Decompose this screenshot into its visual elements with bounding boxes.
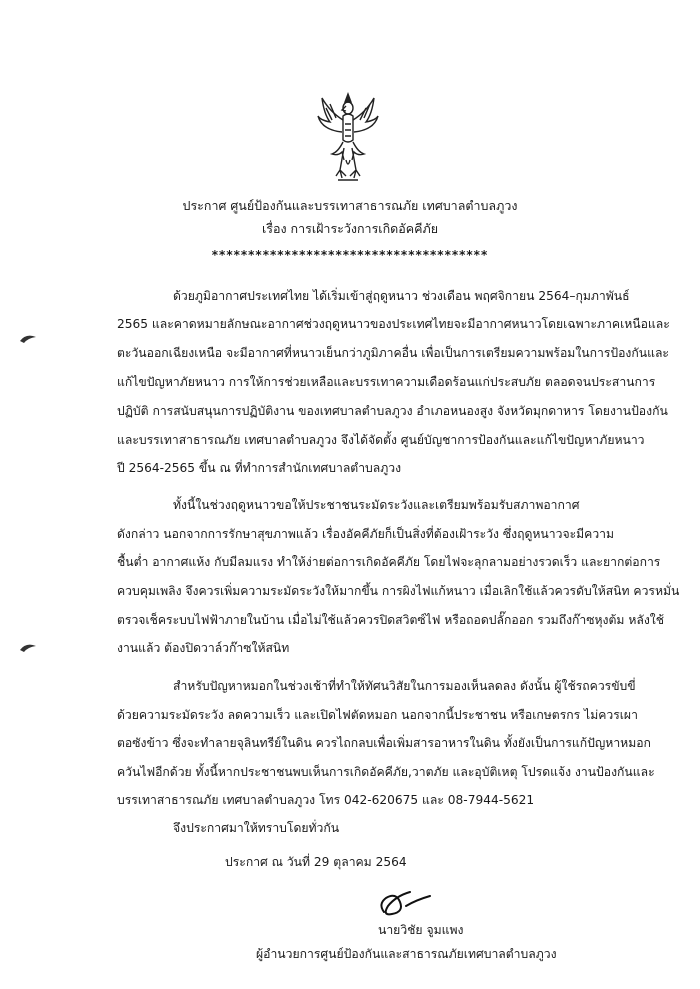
- paragraph-2-line: ดังกล่าว นอกจากการรักษาสุขภาพแล้ว เรื่องอัคคีภัยก็เป็นสิ่งที่ต้องเฝ้าระวัง ซึ่งฤดูหนาวจะมีความ: [117, 527, 615, 541]
- paragraph-3-line: บรรเทาสาธารณภัย เทศบาลตำบลภูวง โทร 042-620675 และ 08-7944-5621: [117, 793, 535, 807]
- separator-stars: **************************************: [211, 248, 489, 262]
- paragraph-2-line: งานแล้ว ต้องปิดวาล์วก๊าซให้สนิท: [117, 641, 290, 655]
- paragraph-3-line: ด้วยความระมัดระวัง ลดความเร็ว และเปิดไฟตัดหมอก นอกจากนี้ประชาชน หรือเกษตรกร ไม่ควรเผา: [117, 708, 638, 722]
- paragraph-2-line: ตรวจเช็คระบบไฟฟ้าภายในบ้าน เมื่อไม่ใช้แล้วควรปิดสวิตซ์ไฟ หรือถอดปลั๊กออก รวมถึงก๊าซหุงต้ม หลังใช้: [117, 613, 665, 627]
- paragraph-2-line: ควบคุมเพลิง จึงควรเพิ่มความระมัดระวังให้มากขึ้น การผิงไฟแก้หนาว เมื่อเลิกใช้แล้วควรดับให้สนิท ควรหมั่น: [117, 584, 680, 598]
- garuda-emblem: [316, 90, 380, 186]
- paragraph-1-line: 2565 และคาดหมายลักษณะอากาศช่วงฤดูหนาวของประเทศไทยจะมีอากาศหนาวโดยเฉพาะภาคเหนือและ: [117, 317, 670, 331]
- handwritten-signature: [370, 882, 440, 922]
- closing-text: จึงประกาศมาให้ทราบโดยทั่วกัน: [173, 821, 340, 835]
- paragraph-3-line: สำหรับปัญหาหมอกในช่วงเช้าที่ทำให้ทัศนวิสัยในการมองเห็นลดลง ดังนั้น ผู้ใช้รถควรขับขี่: [173, 679, 636, 693]
- paragraph-1-line: แก้ไขปัญหาภัยหนาว การให้การช่วยเหลือและบรรเทาความเดือดร้อนแก่ประสบภัย ตลอดจนประสานการ: [117, 375, 656, 389]
- punch-hole-mark: [18, 333, 38, 345]
- paragraph-1-line: ด้วยภูมิอากาศประเทศไทย ได้เริ่มเข้าสู่ฤดูหนาว ช่วงเดือน พฤศจิกายน 2564–กุมภาพันธ์: [173, 289, 630, 303]
- announcement-date: ประกาศ ณ วันที่ 29 ตุลาคม 2564: [225, 855, 407, 869]
- paragraph-3-line: ตอซังข้าว ซึ่งจะทำลายจุลินทรีย์ในดิน ควรไถกลบเพื่อเพิ่มสารอาหารในดิน ทั้งยังเป็นการแก้ปัญหาหมอก: [117, 736, 651, 750]
- paragraph-1-line: และบรรเทาสาธารณภัย เทศบาลตำบลภูวง จึงได้จัดตั้ง ศูนย์บัญชาการป้องกันและแก้ไขปัญหาภัยหนาว: [117, 433, 645, 447]
- paragraph-1-line: ปฏิบัติ การสนับสนุนการปฏิบัติงาน ของเทศบาลตำบลภูวง อำเภอหนองสูง จังหวัดมุกดาหาร โดยงานป้องกัน: [117, 404, 668, 418]
- signatory-name: นายวิชัย จูมแพง: [378, 923, 464, 937]
- paragraph-2-line: ชื้นต่ำ อากาศแห้ง กับมีลมแรง ทำให้ง่ายต่อการเกิดอัคคีภัย โดยไฟจะลุกลามอย่างรวดเร็ว และยากต่อการ: [117, 555, 661, 569]
- subject-line: เรื่อง การเฝ้าระวังการเกิดอัคคีภัย: [261, 221, 439, 236]
- signatory-title: ผู้อำนวยการศูนย์ป้องกันและสาธารณภัยเทศบาลตำบลภูวง: [256, 947, 557, 961]
- paragraph-1-line: ตะวันออกเฉียงเหนือ จะมีอากาศที่หนาวเย็นกว่าภูมิภาคอื่น เพื่อเป็นการเตรียมความพร้อมในการป้องกันและ: [117, 346, 669, 360]
- punch-hole-mark: [18, 642, 38, 654]
- paragraph-3-line: ควันไฟอีกด้วย ทั้งนี้หากประชาชนพบเห็นการเกิดอัคคีภัย,วาตภัย และอุบัติเหตุ โปรดแจ้ง งานป้องกันและ: [117, 765, 655, 779]
- paragraph-1-line: ปี 2564-2565 ขึ้น ณ ที่ทำการสำนักเทศบาลตำบลภูวง: [117, 461, 402, 475]
- announcement-title: ประกาศ ศูนย์ป้องกันและบรรเทาสาธารณภัย เทศบาลตำบลภูวง: [182, 198, 518, 213]
- paragraph-2-line: ทั้งนี้ในช่วงฤดูหนาวขอให้ประชาชนระมัดระวังและเตรียมพร้อมรับสภาพอากาศ: [173, 498, 580, 512]
